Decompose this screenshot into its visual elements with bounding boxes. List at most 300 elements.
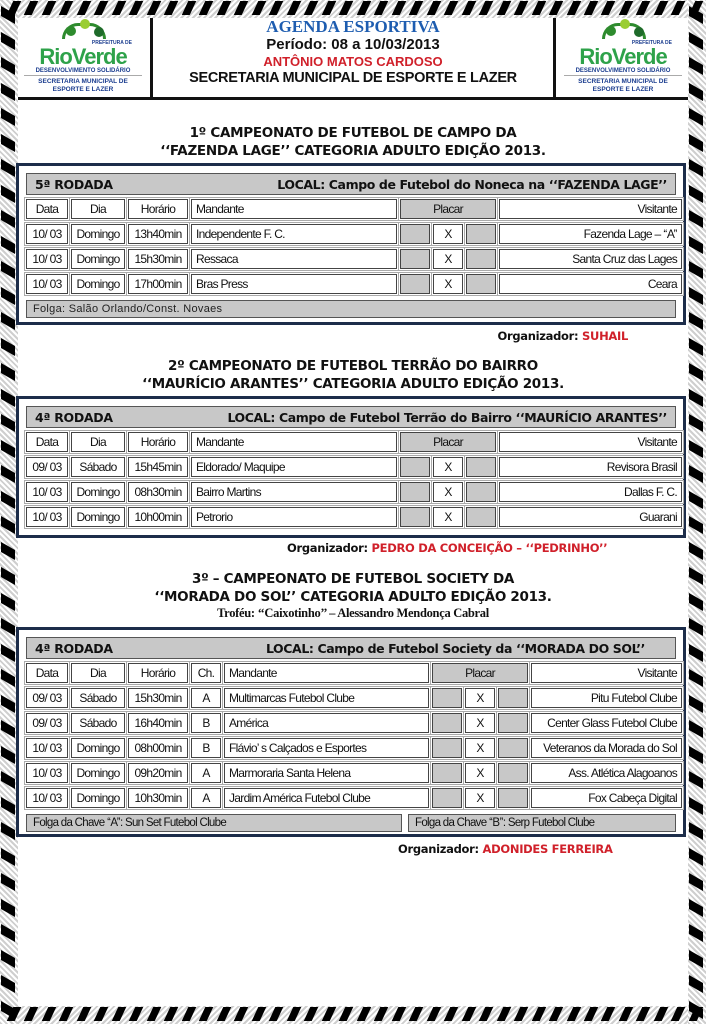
border-tick bbox=[1, 669, 15, 687]
away-team: Dallas F. C. bbox=[499, 482, 682, 502]
logo-name: RioVerde bbox=[579, 44, 667, 69]
border-tick bbox=[1, 924, 15, 942]
match-group: B bbox=[191, 713, 221, 733]
column-header-visitante: Visitante bbox=[499, 199, 682, 219]
match-date: 10/ 03 bbox=[26, 788, 68, 808]
border-tick bbox=[531, 1, 546, 15]
border-tick bbox=[461, 1, 476, 15]
logo-dept-line1: SECRETARIA MUNICIPAL DE bbox=[578, 78, 668, 85]
border-tick bbox=[566, 1007, 581, 1021]
border-tick bbox=[1, 286, 15, 304]
rio-verde-logo-left bbox=[18, 18, 148, 100]
page-header bbox=[18, 18, 688, 100]
versus-mark: X bbox=[433, 482, 463, 502]
border-tick bbox=[689, 975, 703, 993]
border-tick bbox=[689, 541, 703, 559]
border-tick bbox=[356, 1007, 371, 1021]
championship-title-line1: 1º CAMPEONATO DE FUTEBOL DE CAMPO DA bbox=[189, 125, 517, 141]
border-tick bbox=[147, 1007, 162, 1021]
border-tick bbox=[77, 1, 92, 15]
border-tick bbox=[689, 694, 703, 712]
border-tick bbox=[269, 1, 284, 15]
match-date: 10/ 03 bbox=[26, 274, 68, 294]
home-team: Independente F. C. bbox=[191, 224, 397, 244]
border-tick bbox=[164, 1, 179, 15]
border-tick bbox=[584, 1, 599, 15]
border-tick bbox=[689, 643, 703, 661]
header-bottom-rule bbox=[18, 97, 688, 100]
folga-chave-a: Folga da Chave ‘‘A’’: Sun Set Futebol Clube bbox=[26, 814, 402, 832]
border-tick bbox=[689, 210, 703, 228]
away-score-box bbox=[466, 457, 496, 477]
border-tick bbox=[42, 1007, 57, 1021]
border-tick bbox=[461, 1007, 476, 1021]
away-score-box bbox=[498, 738, 528, 758]
away-team: Santa Cruz das Lages bbox=[499, 249, 682, 269]
folga-chave-b: Folga da Chave ‘‘B’’: Serp Futebol Clube bbox=[408, 814, 676, 832]
border-pattern-top bbox=[10, 1, 700, 17]
border-tick bbox=[689, 618, 703, 636]
border-tick bbox=[1, 363, 15, 381]
border-tick bbox=[1, 210, 15, 228]
border-tick bbox=[689, 414, 703, 432]
versus-mark: X bbox=[433, 224, 463, 244]
home-score-box bbox=[400, 274, 430, 294]
border-tick bbox=[689, 898, 703, 916]
header-divider bbox=[150, 18, 153, 100]
border-tick bbox=[1, 516, 15, 534]
away-score-box bbox=[466, 482, 496, 502]
border-tick bbox=[619, 1, 634, 15]
column-header-data: Data bbox=[26, 199, 68, 219]
folga-bar: Folga: Salão Orlando/Const. Novaes bbox=[26, 300, 676, 318]
match-day: Sábado bbox=[71, 688, 125, 708]
border-pattern-bottom bbox=[10, 1007, 700, 1023]
home-team: Flávio’ s Calçados e Esportes bbox=[224, 738, 429, 758]
away-score-box bbox=[498, 788, 528, 808]
versus-mark: X bbox=[433, 457, 463, 477]
versus-mark: X bbox=[433, 249, 463, 269]
border-tick bbox=[59, 1, 74, 15]
home-team: Petrorio bbox=[191, 507, 397, 527]
border-tick bbox=[1, 745, 15, 763]
championship-1-title bbox=[18, 124, 688, 160]
border-tick bbox=[1, 337, 15, 355]
border-tick bbox=[1, 643, 15, 661]
match-day: Sábado bbox=[71, 713, 125, 733]
match-date: 10/ 03 bbox=[26, 738, 68, 758]
trophy-text: Troféu: ‘‘Caixotinho’’ – Alessandro Mendonça Cabral bbox=[217, 606, 489, 620]
column-header-visitante: Visitante bbox=[531, 663, 682, 683]
match-day: Domingo bbox=[71, 788, 125, 808]
logo-dept-line2: ESPORTE E LAZER bbox=[52, 86, 114, 93]
match-day: Domingo bbox=[71, 224, 125, 244]
logo-prefeitura-text: PREFEITURA DE bbox=[631, 40, 672, 46]
versus-mark: X bbox=[433, 274, 463, 294]
local-label: LOCAL: Campo de Futebol do Noneca na ‘‘FAZENDA LAGE’’ bbox=[277, 176, 667, 192]
match-time: 13h40min bbox=[128, 224, 188, 244]
border-tick bbox=[199, 1007, 214, 1021]
column-header-dia: Dia bbox=[71, 663, 125, 683]
organizador-name: PEDRO DA CONCEIÇÃO – ‘‘PEDRINHO’’ bbox=[371, 541, 608, 555]
border-tick bbox=[689, 847, 703, 865]
logo-department bbox=[558, 78, 688, 94]
away-team: Fox Cabeça Digital bbox=[531, 788, 682, 808]
border-tick bbox=[269, 1007, 284, 1021]
border-tick bbox=[444, 1, 459, 15]
border-tick bbox=[514, 1, 529, 15]
border-tick bbox=[42, 1, 57, 15]
championship-2-title bbox=[18, 357, 688, 393]
column-header-dia: Dia bbox=[71, 432, 125, 452]
border-tick bbox=[147, 1, 162, 15]
versus-mark: X bbox=[465, 688, 495, 708]
home-score-box bbox=[432, 763, 462, 783]
border-tick bbox=[1, 975, 15, 993]
border-tick bbox=[601, 1007, 616, 1021]
border-tick bbox=[1, 771, 15, 789]
border-tick bbox=[374, 1, 389, 15]
match-date: 09/ 03 bbox=[26, 688, 68, 708]
border-tick bbox=[321, 1007, 336, 1021]
match-date: 10/ 03 bbox=[26, 249, 68, 269]
border-tick bbox=[654, 1, 669, 15]
home-score-box bbox=[400, 224, 430, 244]
border-tick bbox=[24, 1007, 39, 1021]
rio-verde-logo-right bbox=[558, 18, 688, 100]
border-tick bbox=[1, 822, 15, 840]
border-tick bbox=[112, 1, 127, 15]
border-tick bbox=[59, 1007, 74, 1021]
match-date: 10/ 03 bbox=[26, 507, 68, 527]
border-tick bbox=[689, 286, 703, 304]
rodada-bar bbox=[26, 173, 676, 195]
match-time: 15h45min bbox=[128, 457, 188, 477]
border-tick bbox=[321, 1, 336, 15]
logo-tagline: DESENVOLVIMENTO SOLIDÁRIO bbox=[24, 67, 142, 76]
border-tick bbox=[374, 1007, 389, 1021]
column-header-horario: Horário bbox=[128, 199, 188, 219]
organizador-label: Organizador: bbox=[287, 541, 368, 555]
border-tick bbox=[252, 1, 267, 15]
away-score-box bbox=[466, 224, 496, 244]
versus-mark: X bbox=[465, 738, 495, 758]
border-tick bbox=[1, 108, 15, 126]
organizador-name: SUHAIL bbox=[582, 329, 628, 343]
border-tick bbox=[1, 694, 15, 712]
border-tick bbox=[566, 1, 581, 15]
match-day: Domingo bbox=[71, 763, 125, 783]
home-team: América bbox=[224, 713, 429, 733]
border-tick bbox=[1, 592, 15, 610]
away-score-box bbox=[498, 763, 528, 783]
border-tick bbox=[531, 1007, 546, 1021]
border-tick bbox=[1, 439, 15, 457]
border-tick bbox=[549, 1, 564, 15]
border-pattern-left bbox=[1, 10, 17, 1015]
border-tick bbox=[1, 261, 15, 279]
column-header-placar: Placar bbox=[400, 199, 496, 219]
border-tick bbox=[409, 1007, 424, 1021]
home-team: Multimarcas Futebol Clube bbox=[224, 688, 429, 708]
border-tick bbox=[286, 1, 301, 15]
border-tick bbox=[164, 1007, 179, 1021]
away-team: Revisora Brasil bbox=[499, 457, 682, 477]
border-tick bbox=[689, 312, 703, 330]
border-tick bbox=[1, 133, 15, 151]
border-tick bbox=[689, 184, 703, 202]
border-tick bbox=[426, 1, 441, 15]
border-tick bbox=[182, 1, 197, 15]
border-tick bbox=[1, 388, 15, 406]
organizador-3 bbox=[398, 842, 613, 856]
match-time: 17h00min bbox=[128, 274, 188, 294]
page-title: AGENDA ESPORTIVA bbox=[266, 17, 440, 36]
border-tick bbox=[689, 363, 703, 381]
border-tick bbox=[601, 1, 616, 15]
header-center bbox=[156, 18, 550, 87]
border-tick bbox=[689, 745, 703, 763]
border-tick bbox=[689, 388, 703, 406]
border-tick bbox=[1, 541, 15, 559]
border-tick bbox=[1, 898, 15, 916]
column-header-data: Data bbox=[26, 663, 68, 683]
championship-title-line2: ‘‘FAZENDA LAGE’’ CATEGORIA ADULTO EDIÇÃO 2013. bbox=[160, 143, 546, 159]
home-score-box bbox=[432, 713, 462, 733]
away-score-box bbox=[498, 713, 528, 733]
border-tick bbox=[1, 31, 15, 49]
away-team: Ass. Atlética Alagoanos bbox=[531, 763, 682, 783]
match-time: 10h30min bbox=[128, 788, 188, 808]
match-day: Domingo bbox=[71, 507, 125, 527]
championship-title-line1: 3º – CAMPEONATO DE FUTEBOL SOCIETY DA bbox=[191, 571, 515, 587]
border-pattern-right bbox=[689, 10, 705, 1015]
logo-name: RioVerde bbox=[39, 44, 127, 69]
championship-title-line2: ‘‘MORADA DO SOL’’ CATEGORIA ADULTO EDIÇÃO 2013. bbox=[154, 589, 552, 605]
logo-dept-line2: ESPORTE E LAZER bbox=[592, 86, 654, 93]
border-tick bbox=[217, 1, 232, 15]
championship-title-line1: 2º CAMPEONATO DE FUTEBOL TERRÃO DO BAIRRO bbox=[168, 358, 538, 374]
column-header-mandante: Mandante bbox=[224, 663, 429, 683]
home-score-box bbox=[400, 507, 430, 527]
border-tick bbox=[1, 465, 15, 483]
logo-department bbox=[18, 78, 148, 94]
border-tick bbox=[671, 1, 686, 15]
border-tick bbox=[1, 159, 15, 177]
local-label: LOCAL: Campo de Futebol Terrão do Bairro ‘‘MAURÍCIO ARANTES’’ bbox=[227, 409, 667, 425]
rodada-bar bbox=[26, 637, 676, 659]
away-score-box bbox=[498, 688, 528, 708]
match-day: Sábado bbox=[71, 457, 125, 477]
column-header-mandante: Mandante bbox=[191, 432, 397, 452]
border-tick bbox=[1, 618, 15, 636]
border-tick bbox=[94, 1, 109, 15]
border-tick bbox=[689, 490, 703, 508]
border-tick bbox=[689, 567, 703, 585]
border-tick bbox=[689, 159, 703, 177]
header-divider bbox=[553, 18, 556, 100]
away-team: Center Glass Futebol Clube bbox=[531, 713, 682, 733]
match-date: 10/ 03 bbox=[26, 224, 68, 244]
border-tick bbox=[129, 1007, 144, 1021]
organizador-label: Organizador: bbox=[398, 842, 479, 856]
match-date: 09/ 03 bbox=[26, 713, 68, 733]
match-time: 09h20min bbox=[128, 763, 188, 783]
column-header-horario: Horário bbox=[128, 663, 188, 683]
border-tick bbox=[129, 1, 144, 15]
border-tick bbox=[77, 1007, 92, 1021]
border-tick bbox=[339, 1007, 354, 1021]
people-figures-icon bbox=[558, 18, 688, 40]
match-time: 08h00min bbox=[128, 738, 188, 758]
border-tick bbox=[24, 1, 39, 15]
match-time: 08h30min bbox=[128, 482, 188, 502]
border-tick bbox=[689, 720, 703, 738]
border-tick bbox=[234, 1007, 249, 1021]
column-header-placar: Placar bbox=[400, 432, 496, 452]
championship-3-title bbox=[18, 570, 688, 621]
border-tick bbox=[391, 1007, 406, 1021]
away-team: Fazenda Lage – ‘‘A’’ bbox=[499, 224, 682, 244]
match-time: 10h00min bbox=[128, 507, 188, 527]
border-tick bbox=[1, 873, 15, 891]
border-tick bbox=[496, 1007, 511, 1021]
home-score-box bbox=[400, 457, 430, 477]
column-header-horario: Horário bbox=[128, 432, 188, 452]
border-tick bbox=[182, 1007, 197, 1021]
border-tick bbox=[689, 439, 703, 457]
border-tick bbox=[112, 1007, 127, 1021]
match-time: 15h30min bbox=[128, 249, 188, 269]
home-score-box bbox=[432, 788, 462, 808]
column-header-data: Data bbox=[26, 432, 68, 452]
border-tick bbox=[514, 1007, 529, 1021]
away-team: Veteranos da Morada do Sol bbox=[531, 738, 682, 758]
border-tick bbox=[689, 924, 703, 942]
border-tick bbox=[1, 949, 15, 967]
organizador-2 bbox=[287, 541, 607, 555]
match-group: B bbox=[191, 738, 221, 758]
border-tick bbox=[689, 771, 703, 789]
border-tick bbox=[339, 1, 354, 15]
column-header-mandante: Mandante bbox=[191, 199, 397, 219]
championship-3-table bbox=[16, 627, 686, 837]
border-tick bbox=[689, 261, 703, 279]
rodada-label: 5ª RODADA bbox=[35, 176, 113, 192]
home-team: Bairro Martins bbox=[191, 482, 397, 502]
column-header-visitante: Visitante bbox=[499, 432, 682, 452]
responsible-name: ANTÔNIO MATOS CARDOSO bbox=[263, 54, 443, 69]
border-tick bbox=[671, 1007, 686, 1021]
organizador-name: ADONIDES FERREIRA bbox=[482, 842, 613, 856]
logo-tagline: DESENVOLVIMENTO SOLIDÁRIO bbox=[564, 67, 682, 76]
match-group: A bbox=[191, 788, 221, 808]
border-tick bbox=[1, 847, 15, 865]
away-team: Pitu Futebol Clube bbox=[531, 688, 682, 708]
championship-2-table bbox=[16, 396, 686, 538]
border-tick bbox=[391, 1, 406, 15]
match-date: 10/ 03 bbox=[26, 482, 68, 502]
match-day: Domingo bbox=[71, 274, 125, 294]
border-tick bbox=[689, 82, 703, 100]
home-score-box bbox=[432, 688, 462, 708]
border-tick bbox=[689, 822, 703, 840]
border-tick bbox=[252, 1007, 267, 1021]
versus-mark: X bbox=[465, 763, 495, 783]
border-tick bbox=[496, 1, 511, 15]
people-figures-icon bbox=[18, 18, 148, 40]
match-date: 09/ 03 bbox=[26, 457, 68, 477]
border-tick bbox=[689, 133, 703, 151]
border-tick bbox=[356, 1, 371, 15]
match-day: Domingo bbox=[71, 249, 125, 269]
border-tick bbox=[199, 1, 214, 15]
organizador-label: Organizador: bbox=[497, 329, 579, 343]
border-tick bbox=[1, 567, 15, 585]
column-header-chave: Ch. bbox=[191, 663, 221, 683]
logo-dept-line1: SECRETARIA MUNICIPAL DE bbox=[38, 78, 128, 85]
border-tick bbox=[1, 82, 15, 100]
match-date: 10/ 03 bbox=[26, 763, 68, 783]
border-tick bbox=[619, 1007, 634, 1021]
border-tick bbox=[689, 669, 703, 687]
organizador-1 bbox=[498, 329, 629, 343]
match-group: A bbox=[191, 763, 221, 783]
border-tick bbox=[1, 312, 15, 330]
border-tick bbox=[479, 1, 494, 15]
home-score-box bbox=[400, 482, 430, 502]
border-tick bbox=[286, 1007, 301, 1021]
border-tick bbox=[689, 516, 703, 534]
rodada-label: 4ª RODADA bbox=[35, 640, 113, 656]
border-tick bbox=[479, 1007, 494, 1021]
away-score-box bbox=[466, 507, 496, 527]
border-tick bbox=[689, 592, 703, 610]
home-team: Jardim América Futebol Clube bbox=[224, 788, 429, 808]
border-tick bbox=[689, 31, 703, 49]
home-team: Ressaca bbox=[191, 249, 397, 269]
border-tick bbox=[1, 235, 15, 253]
secretariat-name: SECRETARIA MUNICIPAL DE ESPORTE E LAZER bbox=[189, 70, 517, 86]
column-header-placar: Placar bbox=[432, 663, 528, 683]
border-tick bbox=[689, 108, 703, 126]
border-tick bbox=[689, 949, 703, 967]
border-tick bbox=[1, 490, 15, 508]
border-tick bbox=[689, 873, 703, 891]
border-tick bbox=[549, 1007, 564, 1021]
home-team: Eldorado/ Maquipe bbox=[191, 457, 397, 477]
border-tick bbox=[234, 1, 249, 15]
border-tick bbox=[689, 465, 703, 483]
border-tick bbox=[94, 1007, 109, 1021]
border-tick bbox=[1, 720, 15, 738]
rodada-bar bbox=[26, 406, 676, 428]
border-tick bbox=[304, 1007, 319, 1021]
border-tick bbox=[1, 414, 15, 432]
match-time: 16h40min bbox=[128, 713, 188, 733]
border-tick bbox=[689, 337, 703, 355]
period-text: Período: 08 a 10/03/2013 bbox=[266, 36, 440, 53]
border-tick bbox=[304, 1, 319, 15]
border-tick bbox=[1, 796, 15, 814]
away-score-box bbox=[466, 274, 496, 294]
match-day: Domingo bbox=[71, 482, 125, 502]
border-tick bbox=[444, 1007, 459, 1021]
rodada-label: 4ª RODADA bbox=[35, 409, 113, 425]
border-tick bbox=[409, 1, 424, 15]
versus-mark: X bbox=[465, 713, 495, 733]
championship-1-table bbox=[16, 163, 686, 325]
